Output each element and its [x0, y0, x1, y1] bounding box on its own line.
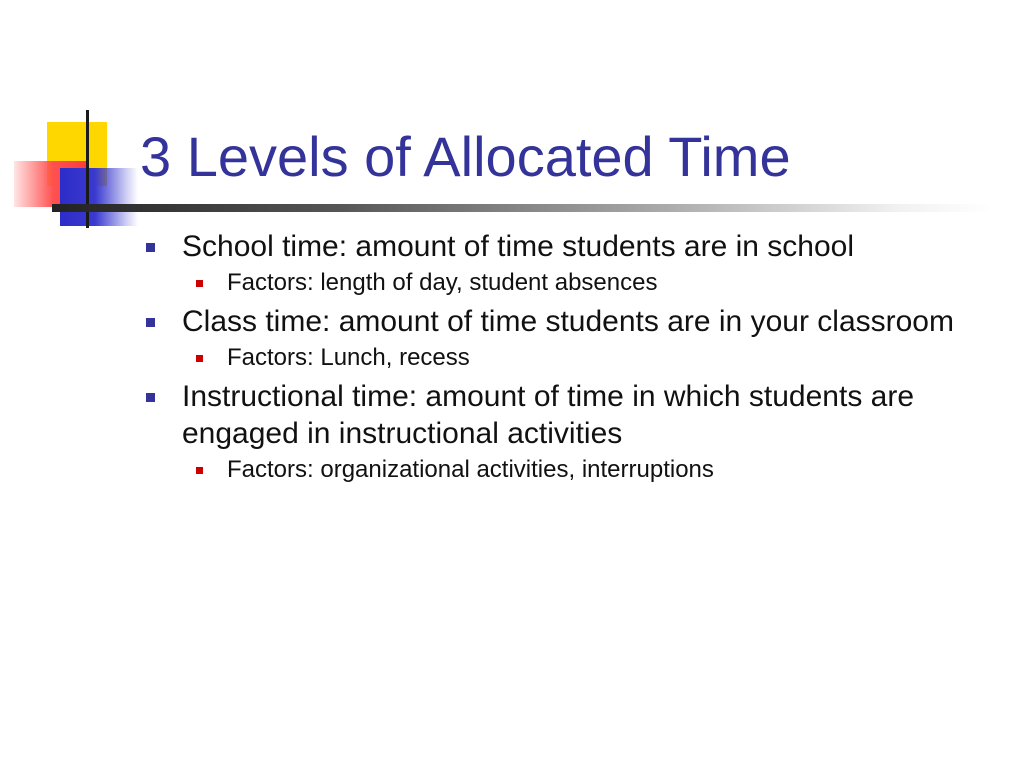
bullet-text: Class time: amount of time students are in your classroom	[182, 305, 954, 338]
bullet-item-1	[140, 228, 980, 265]
sub-bullet-item-1	[182, 267, 980, 299]
bullet-item-3	[140, 378, 980, 452]
slide-title: 3 Levels of Allocated Time	[140, 125, 791, 188]
square-bullet-icon	[146, 243, 155, 252]
bullet-item-2	[140, 303, 980, 340]
square-bullet-icon	[196, 355, 203, 362]
bullet-text: School time: amount of time students are in school	[182, 230, 855, 263]
sub-bullet-text: Factors: length of day, student absences	[227, 269, 658, 296]
square-bullet-icon	[196, 467, 203, 474]
square-bullet-icon	[196, 280, 203, 287]
square-bullet-icon	[146, 318, 155, 327]
sub-bullet-item-3	[182, 454, 980, 486]
sub-bullet-text: Factors: Lunch, recess	[227, 344, 470, 371]
square-bullet-icon	[146, 393, 155, 402]
bullet-text: Instructional time: amount of time in which students are engaged in instructional activities	[182, 380, 915, 450]
logo-blue-square	[60, 168, 138, 226]
sub-bullet-item-2	[182, 342, 980, 374]
title-underline	[52, 204, 992, 212]
sub-bullet-text: Factors: organizational activities, interruptions	[227, 456, 714, 483]
slide-body	[140, 228, 980, 490]
